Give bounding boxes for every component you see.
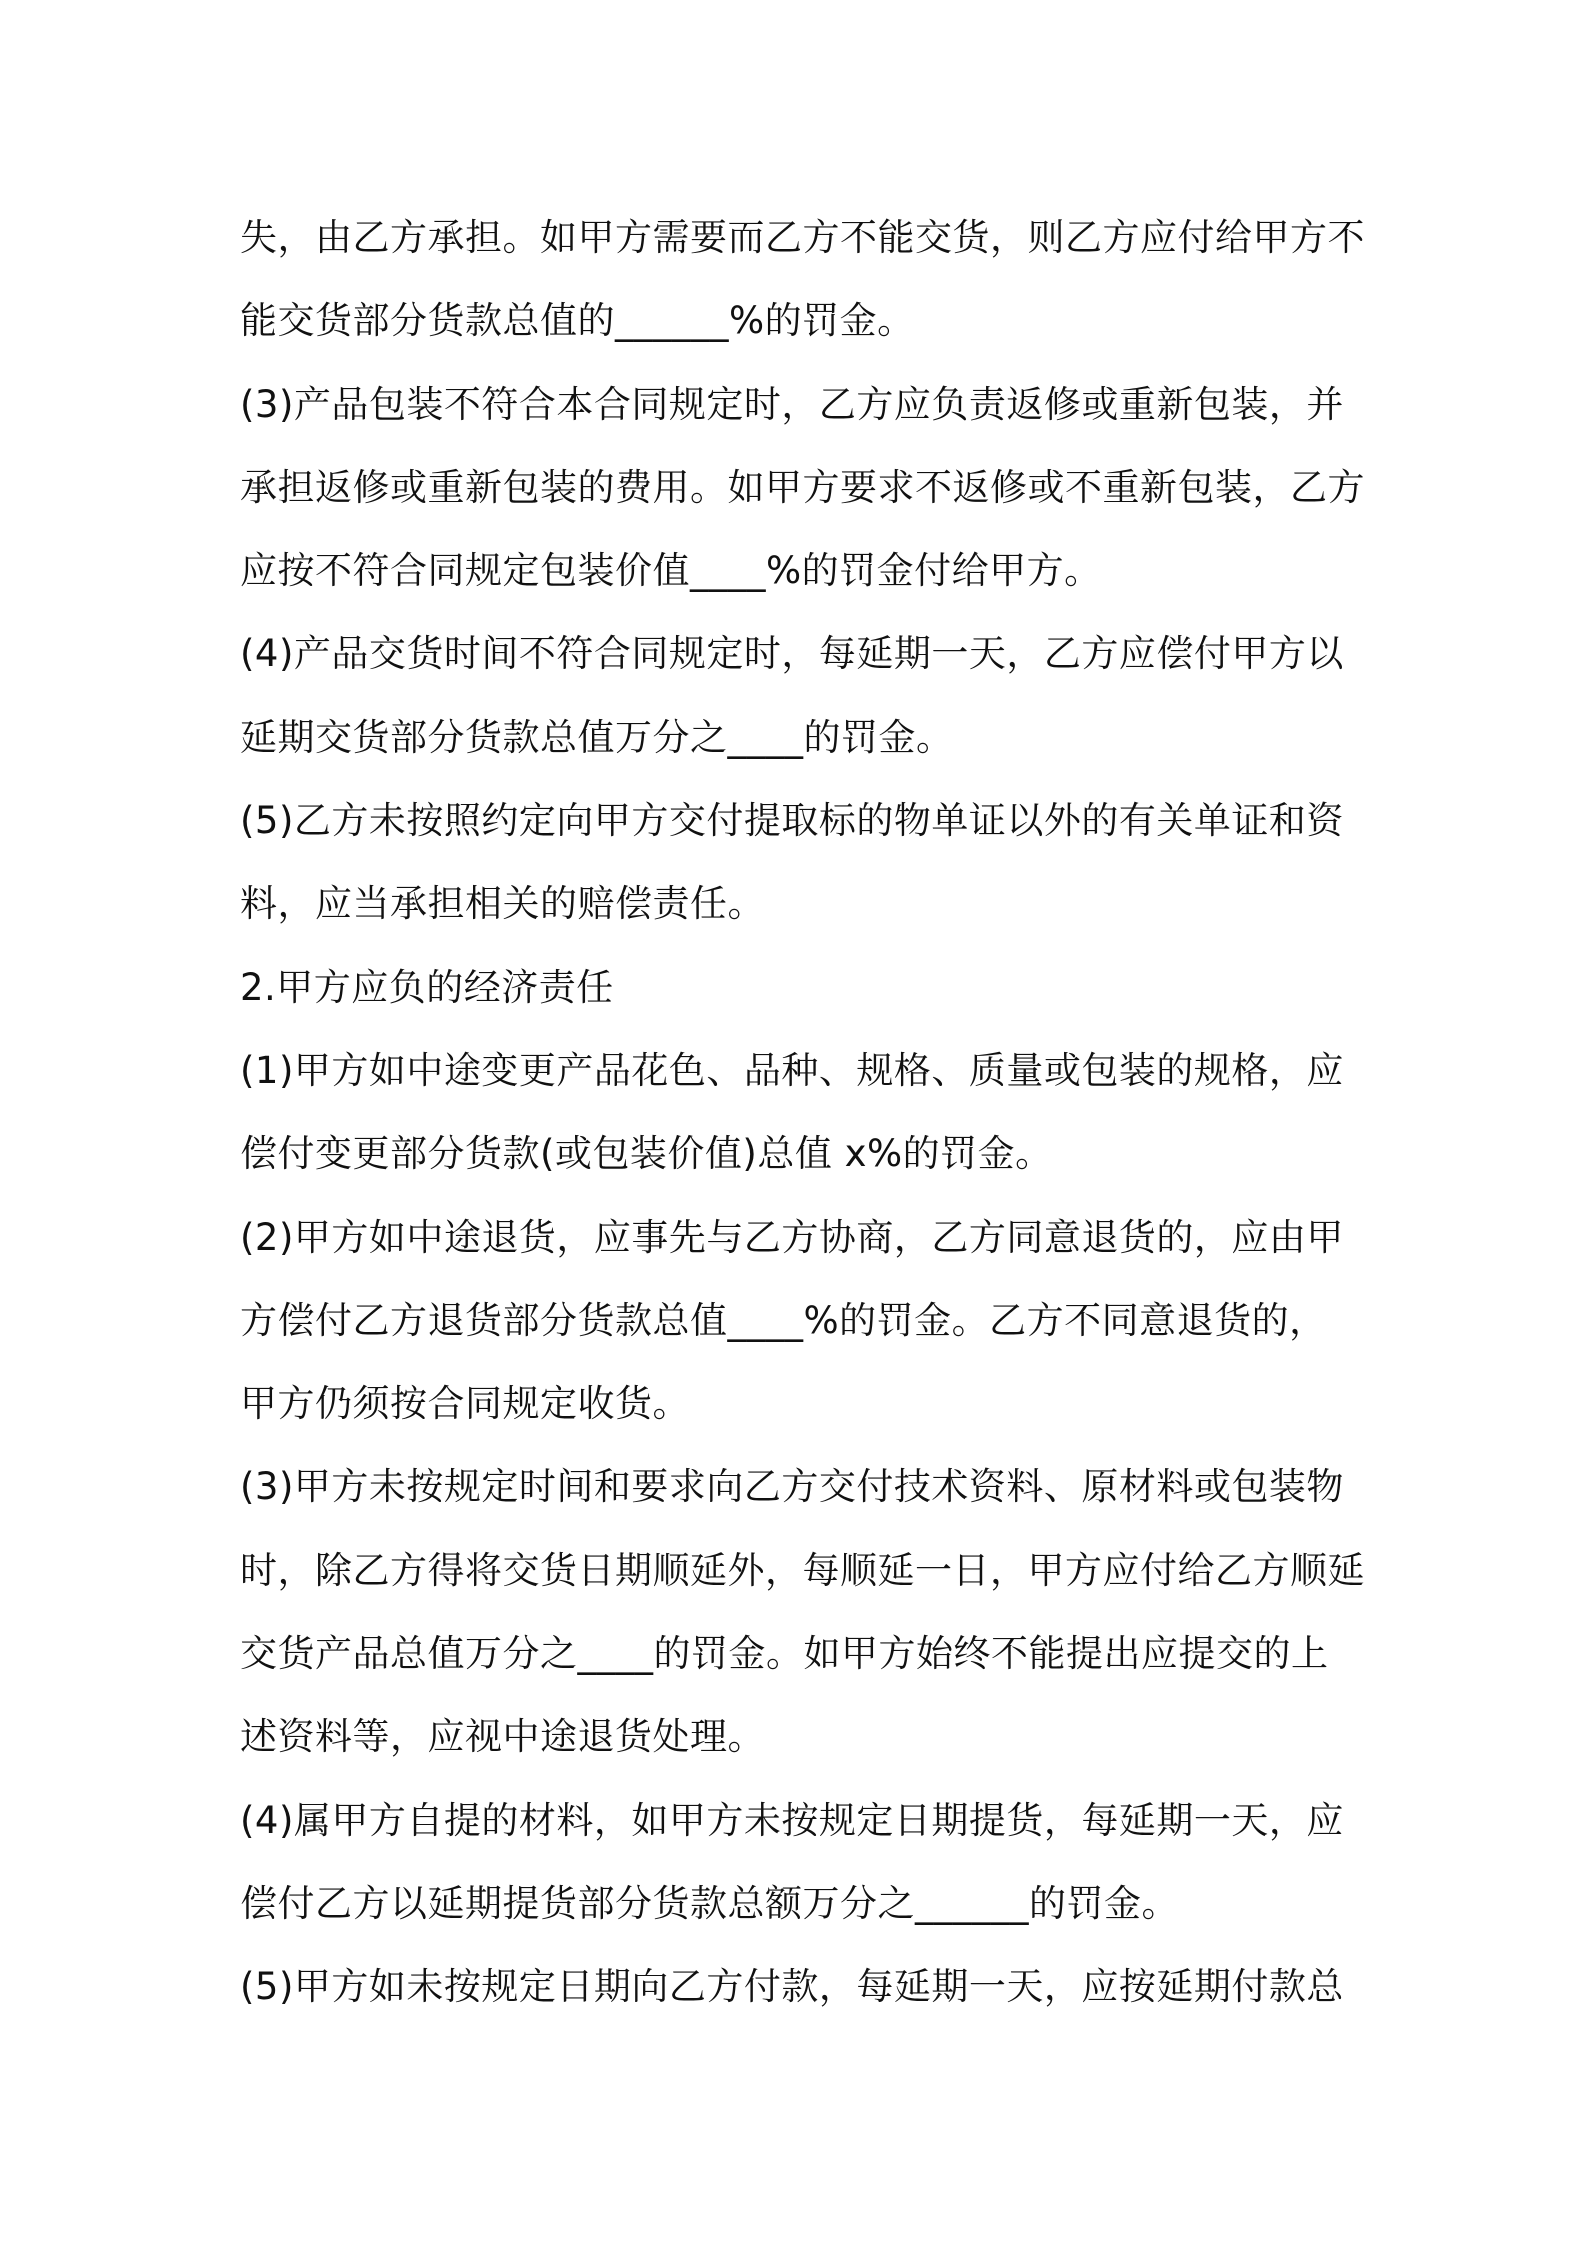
text-line: 偿付乙方以延期提货部分货款总额万分之______的罚金。 <box>240 1881 1179 1925</box>
text-line: 交货产品总值万分之____的罚金。如甲方始终不能提出应提交的上 <box>240 1632 1329 1676</box>
contract-text-body <box>240 196 1365 2029</box>
text-line: 延期交货部分货款总值万分之____的罚金。 <box>240 715 954 759</box>
text-line: 甲方仍须按合同规定收货。 <box>240 1382 690 1426</box>
text-line: (5)乙方未按照约定向甲方交付提取标的物单证以外的有关单证和资 <box>240 799 1344 843</box>
text-line: (3)甲方未按规定时间和要求向乙方交付技术资料、原材料或包装物 <box>240 1465 1344 1509</box>
section-heading: 2.甲方应负的经济责任 <box>240 965 614 1009</box>
text-line: 料，应当承担相关的赔偿责任。 <box>240 882 765 926</box>
text-line: (5)甲方如未按规定日期向乙方付款，每延期一天，应按延期付款总 <box>240 1965 1344 2009</box>
text-line: (3)产品包装不符合本合同规定时，乙方应负责返修或重新包装，并 <box>240 382 1344 426</box>
text-line: (4)产品交货时间不符合同规定时，每延期一天，乙方应偿付甲方以 <box>240 632 1344 676</box>
text-line: 能交货部分货款总值的______%的罚金。 <box>240 299 915 343</box>
text-line: 偿付变更部分货款(或包装价值)总值 x%的罚金。 <box>240 1132 1053 1176</box>
text-line: 时，除乙方得将交货日期顺延外，每顺延一日，甲方应付给乙方顺延 <box>240 1548 1365 1592</box>
text-line: (4)属甲方自提的材料，如甲方未按规定日期提货，每延期一天，应 <box>240 1798 1344 1842</box>
text-line: (2)甲方如中途退货，应事先与乙方协商，乙方同意退货的，应由甲 <box>240 1215 1344 1259</box>
text-line: 述资料等，应视中途退货处理。 <box>240 1715 765 1759</box>
text-line: 方偿付乙方退货部分货款总值____%的罚金。乙方不同意退货的， <box>240 1298 1327 1342</box>
text-line: 失，由乙方承担。如甲方需要而乙方不能交货，则乙方应付给甲方不 <box>240 216 1365 259</box>
text-line: 应按不符合同规定包装价值____%的罚金付给甲方。 <box>240 549 1102 593</box>
text-line: (1)甲方如中途变更产品花色、品种、规格、质量或包装的规格，应 <box>240 1048 1344 1092</box>
text-line: 承担返修或重新包装的费用。如甲方要求不返修或不重新包装，乙方 <box>240 465 1365 509</box>
